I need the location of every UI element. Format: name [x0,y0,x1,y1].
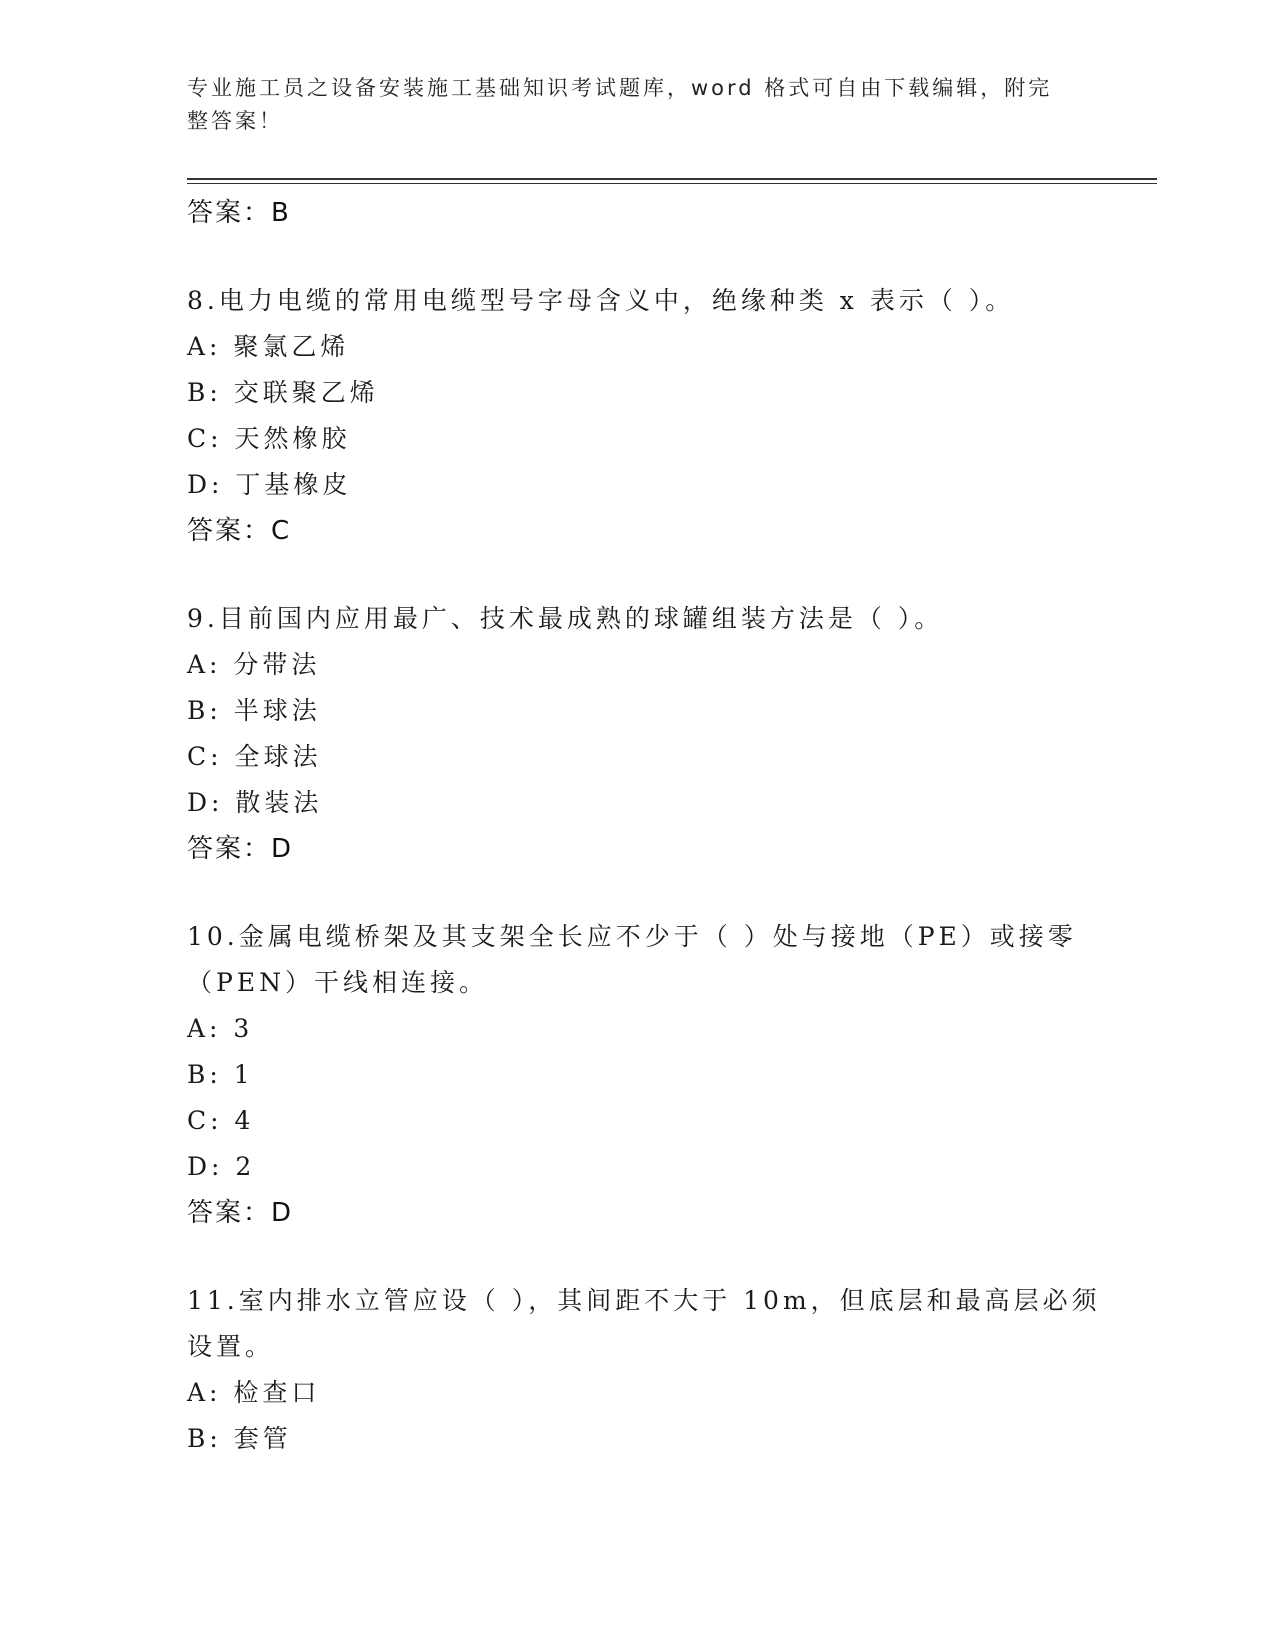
option-a: A: 聚氯乙烯 [187,332,350,361]
header-divider-thin [187,183,1157,184]
option-c: C: 全球法 [187,742,322,771]
question-stem: 10.金属电缆桥架及其支架全长应不少于（ ）处与接地（PE）或接零 [187,922,1077,951]
option-a: A: 分带法 [187,650,321,679]
option-b: B: 半球法 [187,696,321,725]
header-divider [187,178,1157,180]
question-11 [187,1278,1107,1462]
question-stem: 8.电力电缆的常用电缆型号字母含义中，绝缘种类 x 表示（ ）。 [187,286,1015,315]
header-line-2: 整答案！ [187,109,283,133]
question-stem: 9.目前国内应用最广、技术最成熟的球罐组装方法是（ ）。 [187,604,944,633]
document-header [187,72,1067,138]
answer-line: 答案：D [187,1198,294,1228]
header-line-1: 专业施工员之设备安装施工基础知识考试题库，word 格式可自由下载编辑，附完 [187,76,1053,100]
question-list [187,190,1107,1462]
answer-line: 答案：C [187,516,292,546]
option-d: D: 丁基橡皮 [187,470,352,499]
option-c: C: 天然橡胶 [187,424,351,453]
question-8 [187,278,1107,554]
answer-line: 答案：D [187,834,294,864]
option-b: B: 1 [187,1060,254,1089]
answer-line: 答案：B [187,198,291,228]
question-stem: 11.室内排水立管应设（ ），其间距不大于 10m，但底层和最高层必须 [187,1286,1101,1315]
option-b: B: 套管 [187,1424,292,1453]
option-a: A: 检查口 [187,1378,321,1407]
question-9 [187,596,1107,872]
question-stem-continued: 设置。 [187,1332,275,1361]
option-b: B: 交联聚乙烯 [187,378,379,407]
option-d: D: 散装法 [187,788,323,817]
option-c: C: 4 [187,1106,255,1135]
option-d: D: 2 [187,1152,256,1181]
option-a: A: 3 [187,1014,254,1043]
question-stem-continued: （PEN）干线相连接。 [187,968,488,997]
question-10 [187,914,1107,1236]
